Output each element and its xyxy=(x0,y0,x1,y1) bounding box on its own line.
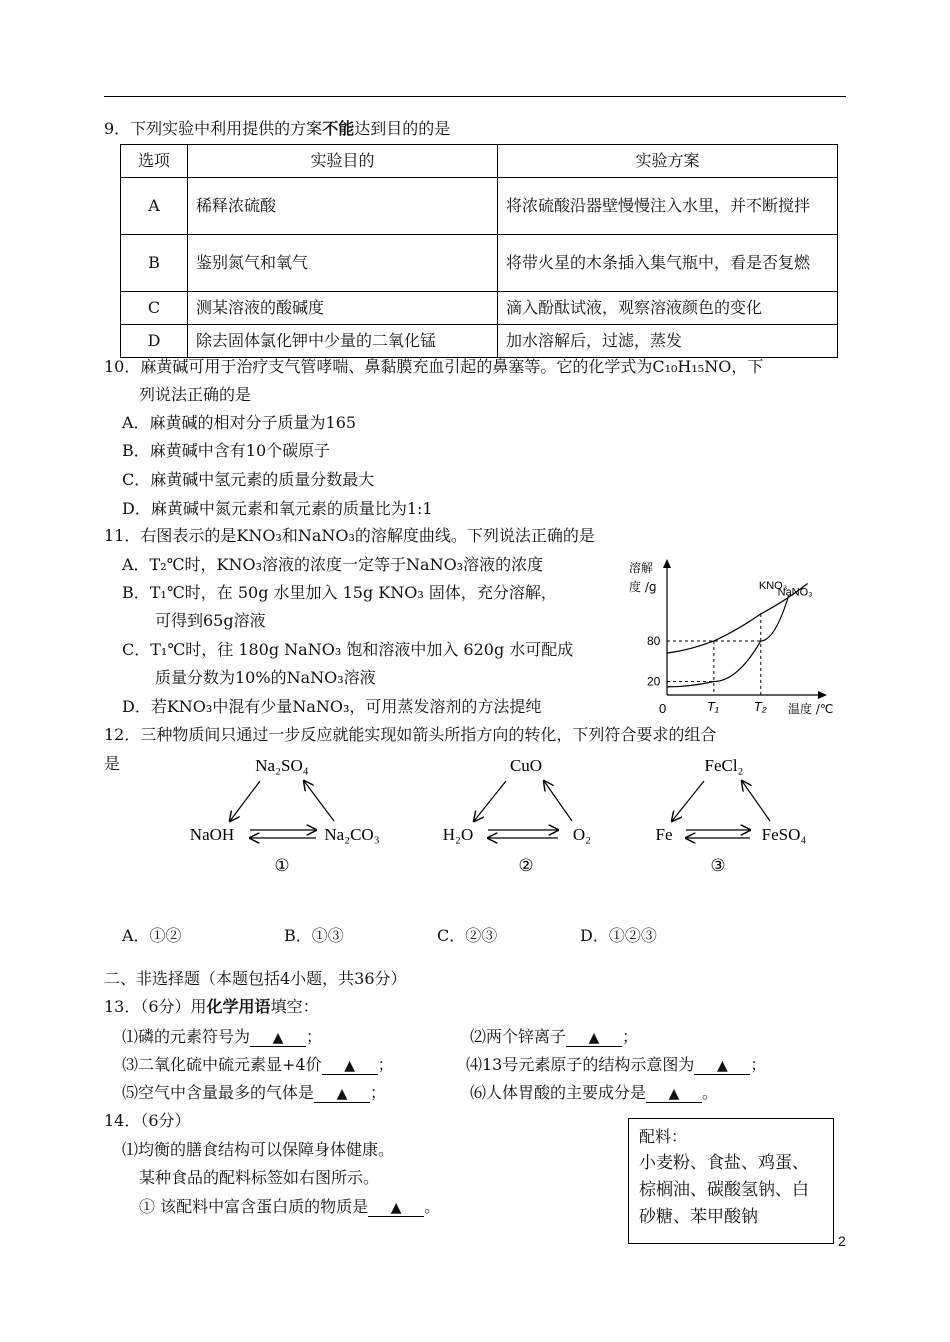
q11-option-c-line1: C．T₁℃时，往 180g NaNO₃ 饱和溶液中加入 620g 水可配成 xyxy=(122,640,574,659)
diagram-3 xyxy=(656,756,807,875)
diagram-2-top: CuO xyxy=(509,756,543,775)
q13-item-3: ⑶二氧化硫中硫元素显+4价 ▲ ； xyxy=(122,1055,394,1074)
q11-stem: 11．右图表示的是KNO₃和NaNO₃的溶解度曲线。下列说法正确的是 xyxy=(104,526,595,545)
q11-option-a: A．T₂℃时，KNO₃溶液的浓度一定等于NaNO₃溶液的浓度 xyxy=(122,555,544,574)
arrow xyxy=(474,781,506,821)
section-title: 二、非选择题（本题包括4小题，共36分） xyxy=(104,969,407,988)
chart-xlabel: 温度 /℃ xyxy=(788,702,834,716)
answer-blank[interactable]: ▲ xyxy=(250,1030,306,1047)
diagram-3-left: Fe xyxy=(655,825,673,844)
q12-option-c: C．②③ xyxy=(437,926,498,945)
answer-blank[interactable]: ▲ xyxy=(694,1058,750,1075)
header-option: 选项 xyxy=(121,145,188,178)
ingredient-label-title: 配料： xyxy=(639,1127,688,1146)
diagram-1-left: NaOH xyxy=(189,825,235,844)
diagram-1-top: Na₂SO₄ xyxy=(255,756,309,775)
arrow xyxy=(304,781,334,821)
y-tick-label: 80 xyxy=(647,633,661,648)
ingredient-label-box xyxy=(628,1118,834,1244)
series-label: KNO₃ xyxy=(758,580,788,592)
header-plan: 实验方案 xyxy=(498,145,838,178)
q9-table xyxy=(120,144,838,358)
q12-option-b: B．①③ xyxy=(284,926,344,945)
q12-option-a: A．①② xyxy=(122,926,182,945)
q13-stem: 13．（6分）用化学用语填空： xyxy=(104,997,319,1016)
answer-blank[interactable]: ▲ xyxy=(646,1086,702,1103)
q11-option-d: D．若KNO₃中混有少量NaNO₃，可用蒸发溶剂的方法提纯 xyxy=(122,697,542,716)
diagram-1-num: ① xyxy=(274,856,290,875)
q10-stem-line1: 10．麻黄碱可用于治疗支气管哮喘、鼻黏膜充血引起的鼻塞等。它的化学式为C₁₀H₁₅NO，下 xyxy=(104,357,764,376)
diagram-1-right: Na₂CO₃ xyxy=(324,825,380,844)
table-row: B 鉴别氮气和氧气 将带火星的木条插入集气瓶中，看是否复燃 xyxy=(121,235,838,292)
arrow xyxy=(742,781,770,821)
answer-blank[interactable]: ▲ xyxy=(322,1058,378,1075)
header-rule xyxy=(104,96,846,97)
q10-option-c: C．麻黄碱中氢元素的质量分数最大 xyxy=(122,470,375,489)
y-tick-label: 20 xyxy=(647,674,661,689)
q14-line3: ① 该配料中富含蛋白质的物质是 ▲ 。 xyxy=(139,1197,441,1216)
table-row: D 除去固体氯化钾中少量的二氧化锰 加水溶解后，过滤，蒸发 xyxy=(121,325,838,358)
diagram-2-left: H₂O xyxy=(442,825,474,844)
diagram-1 xyxy=(190,756,380,875)
chart-ylabel-2: 度 /g xyxy=(629,580,657,594)
diagram-2-right: O₂ xyxy=(572,825,592,844)
solubility-chart xyxy=(620,555,840,720)
q10-option-a: A．麻黄碱的相对分子质量为165 xyxy=(122,413,357,432)
chart-ylabel-1: 溶解 xyxy=(629,561,654,575)
q14-line2: 某种食品的配料标签如右图所示。 xyxy=(139,1168,380,1187)
q11-option-c-line2: 质量分数为10%的NaNO₃溶液 xyxy=(155,668,376,687)
x-axis-arrow xyxy=(818,691,827,699)
q13-item-6: ⑹人体胃酸的主要成分是 ▲ 。 xyxy=(470,1083,719,1102)
chart-origin: 0 xyxy=(659,701,667,716)
page-number: 2 xyxy=(838,1233,846,1249)
diagram-2-num: ② xyxy=(518,856,534,875)
diagram-3-top: FeCl₂ xyxy=(704,756,744,775)
q10-option-b: B．麻黄碱中含有10个碳原子 xyxy=(122,441,331,460)
q14-line1: ⑴均衡的膳食结构可以保障身体健康。 xyxy=(122,1140,395,1159)
q12-diagrams xyxy=(170,745,830,880)
q10-option-d: D．麻黄碱中氮元素和氧元素的质量比为1:1 xyxy=(122,499,433,518)
header-goal: 实验目的 xyxy=(188,145,498,178)
answer-blank[interactable]: ▲ xyxy=(566,1030,622,1047)
x-tick-label: T₂ xyxy=(753,699,767,714)
q11-option-b-line2: 可得到65g溶液 xyxy=(155,611,266,630)
table-header-row xyxy=(121,145,838,178)
y-axis-arrow xyxy=(663,559,671,568)
q10-stem-line2: 列说法正确的是 xyxy=(139,385,252,404)
ingredient-line: 小麦粉、食盐、鸡蛋、 xyxy=(639,1153,809,1173)
diagram-2 xyxy=(443,756,591,875)
arrow xyxy=(230,781,260,821)
arrow xyxy=(672,781,704,821)
answer-blank[interactable]: ▲ xyxy=(314,1086,370,1103)
q13-item-2: ⑵两个锌离子 ▲ ； xyxy=(470,1027,639,1046)
q12-option-d: D．①②③ xyxy=(580,926,657,945)
q13-item-1: ⑴磷的元素符号为 ▲ ； xyxy=(122,1027,323,1046)
answer-blank[interactable]: ▲ xyxy=(368,1200,424,1217)
diagram-3-num: ③ xyxy=(710,856,726,875)
q14-stem: 14．（6分） xyxy=(104,1111,191,1130)
q13-item-5: ⑸空气中含量最多的气体是 ▲ ； xyxy=(122,1083,387,1102)
series-label: NaNO₃ xyxy=(777,586,813,599)
diagram-3-right: FeSO₄ xyxy=(761,825,807,844)
q9-stem: 9．下列实验中利用提供的方案不能达到目的的是 xyxy=(104,119,451,138)
q11-option-b-line1: B．T₁℃时，在 50g 水里加入 15g KNO₃ 固体，充分溶解， xyxy=(122,583,557,602)
ingredient-line: 砂糖、苯甲酸钠 xyxy=(639,1207,758,1227)
ingredient-line: 棕榈油、碳酸氢钠、白 xyxy=(639,1180,809,1200)
table-row: A 稀释浓硫酸 将浓硫酸沿器壁慢慢注入水里，并不断搅拌 xyxy=(121,178,838,235)
x-tick-label: T₁ xyxy=(706,699,719,714)
q12-stem-line1: 12．三种物质间只通过一步反应就能实现如箭头所指方向的转化，下列符合要求的组合 xyxy=(104,725,717,744)
q13-item-4: ⑷13号元素原子的结构示意图为 ▲ ； xyxy=(466,1055,767,1074)
table-row: C 测某溶液的酸碱度 滴入酚酞试液，观察溶液颜色的变化 xyxy=(121,292,838,325)
arrow xyxy=(544,781,572,821)
q12-stem-line2: 是 xyxy=(104,754,121,773)
